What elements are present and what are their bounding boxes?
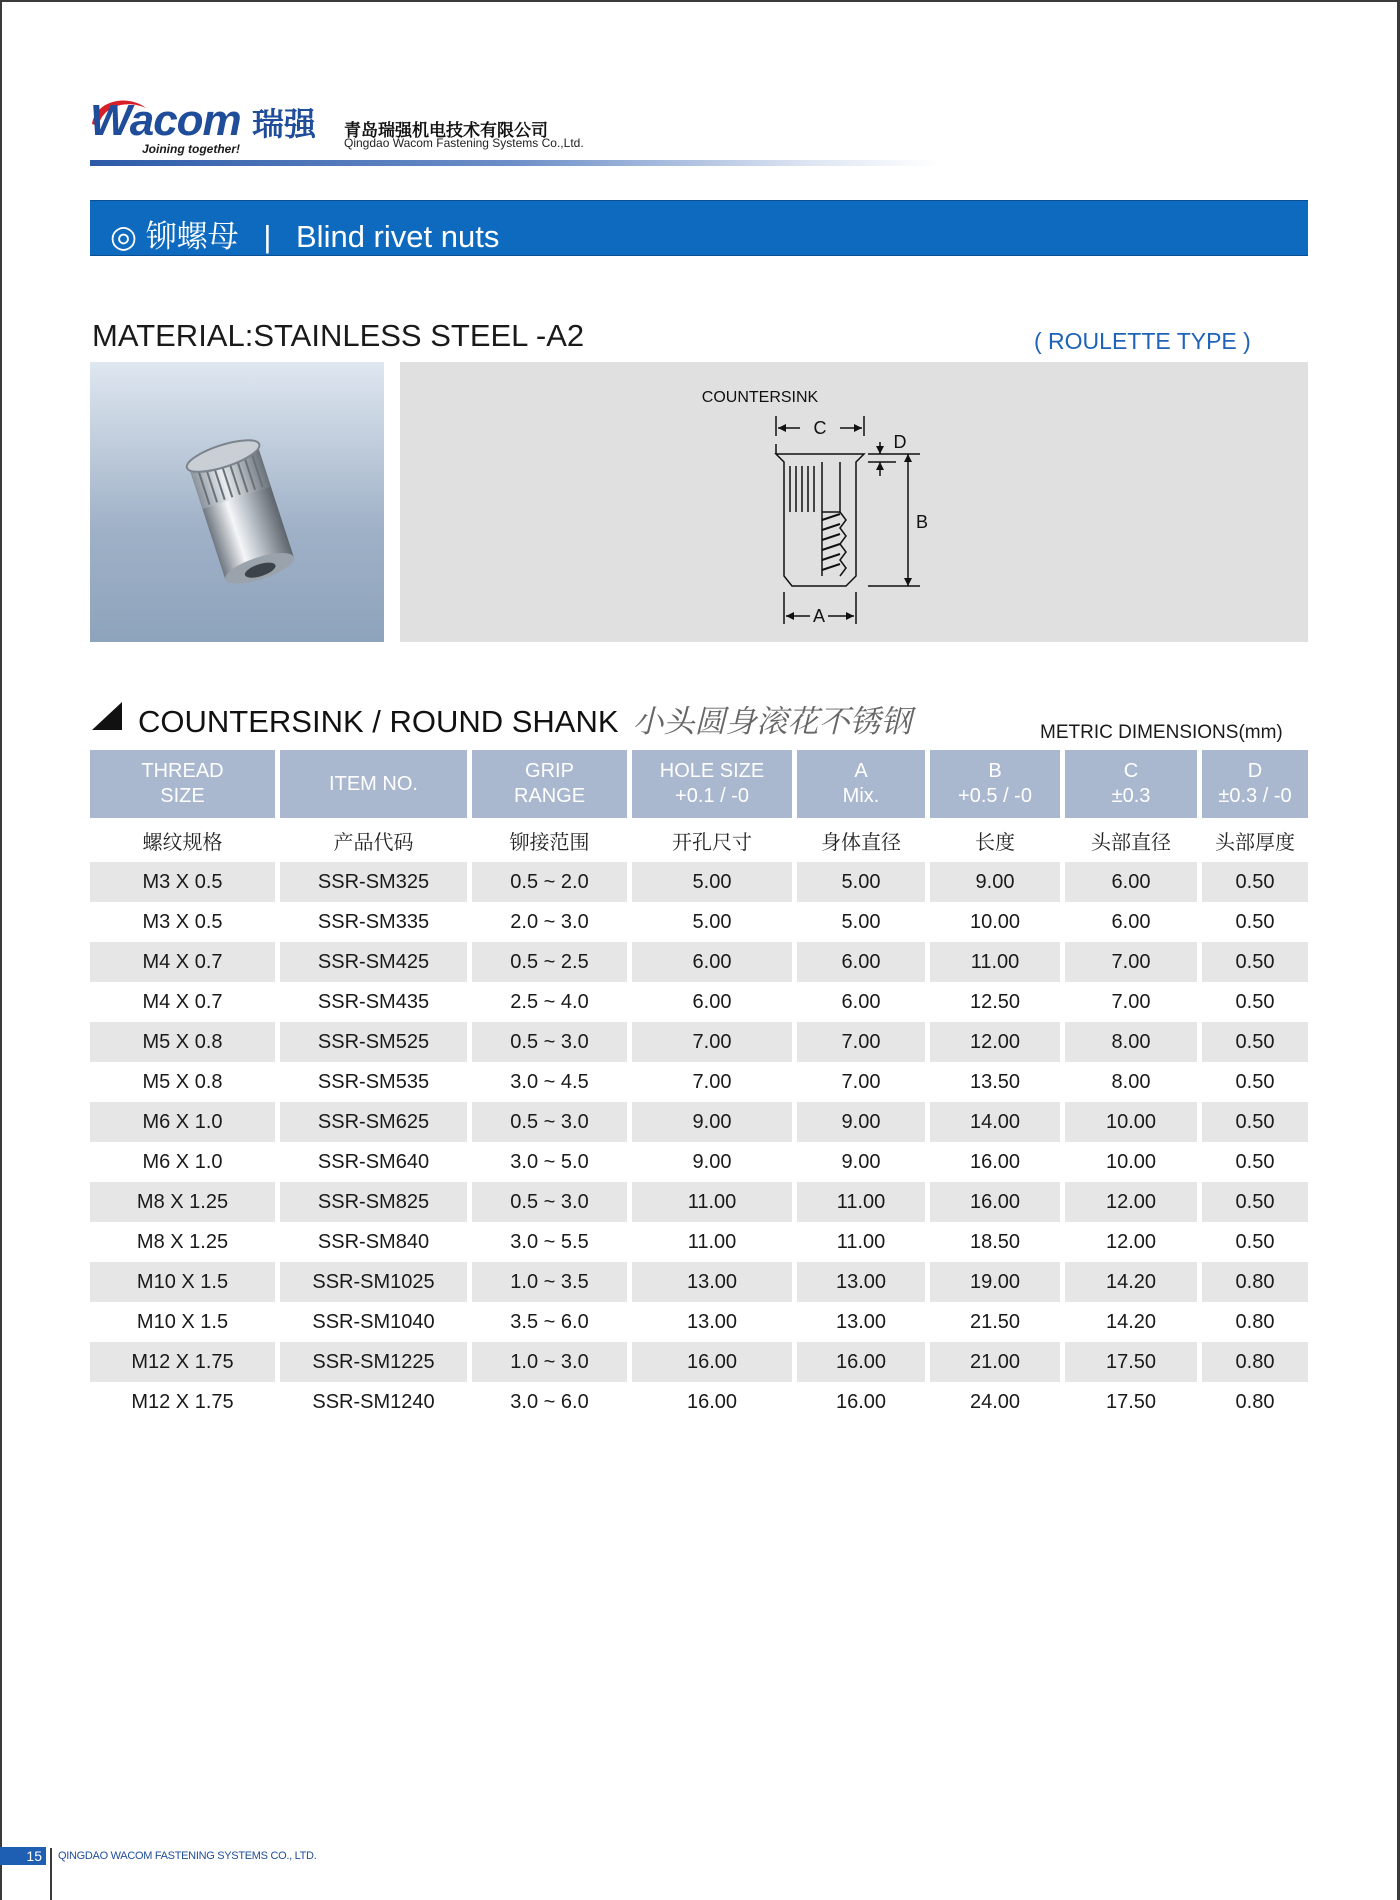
header-cn-cell: 头部直径 (1065, 818, 1202, 862)
footer-rule (50, 1848, 52, 1900)
table-cell: 6.00 (1065, 862, 1202, 902)
table-cell: 0.50 (1235, 1070, 1275, 1093)
table-cell: M3 X 0.5 (90, 902, 280, 942)
table-cell: M4 X 0.7 (90, 982, 280, 1022)
header-cn-cell: 螺纹规格 (90, 818, 280, 862)
header-cn-cell: 铆接范围 (472, 818, 632, 862)
table-cell: 3.5 ~ 6.0 (472, 1302, 632, 1342)
table-cell: 1.0 ~ 3.0 (472, 1342, 632, 1382)
table-cell: M6 X 1.0 (90, 1102, 280, 1142)
table-cell: 0.50 (1235, 1150, 1275, 1173)
table-cell: SSR-SM1240 (280, 1382, 472, 1422)
table-cell: SSR-SM325 (280, 862, 472, 902)
header-thread-size: THREAD SIZE (90, 750, 280, 818)
table-cell: 0.5 ~ 3.0 (472, 1102, 632, 1142)
table-cell: 6.00 (1065, 902, 1202, 942)
table-cell: 2.0 ~ 3.0 (472, 902, 632, 942)
table-cell: 24.00 (930, 1382, 1065, 1422)
page-number: 15 (0, 1847, 46, 1865)
logo-tagline: Joining together! (142, 142, 240, 156)
dim-label-a: A (812, 606, 826, 626)
table-cell: 11.00 (797, 1222, 930, 1262)
table-cell: 16.00 (930, 1142, 1065, 1182)
table-cell: 0.80 (1202, 1262, 1308, 1302)
table-cell: 12.00 (1065, 1182, 1202, 1222)
table-cell: 11.00 (632, 1222, 797, 1262)
category-banner (90, 200, 1308, 256)
table-cell: 12.00 (930, 1022, 1065, 1062)
units-label: METRIC DIMENSIONS(mm) (1040, 722, 1283, 743)
table-cell: 0.5 ~ 3.0 (472, 1182, 632, 1222)
table-cell: 3.0 ~ 5.0 (472, 1142, 632, 1182)
table-row (90, 1382, 1308, 1422)
specification-table (90, 750, 1308, 1422)
table-cell: 0.80 (1202, 1342, 1308, 1382)
banner-title-cn: 铆螺母 (145, 219, 239, 254)
header-cn-cell: 身体直径 (797, 818, 930, 862)
logo-brand: Wacom (90, 96, 241, 145)
product-photo (90, 362, 384, 642)
section-title (138, 696, 912, 741)
table-cell: 21.50 (930, 1302, 1065, 1342)
table-cell: 0.50 (1202, 1182, 1308, 1222)
rivet-nut-image (90, 362, 384, 642)
table-cell: M5 X 0.8 (90, 1022, 280, 1062)
table-cell: 5.00 (632, 902, 797, 942)
dim-label-d: D (893, 432, 907, 452)
table-cell: 13.50 (930, 1062, 1065, 1102)
table-cell: 0.5 ~ 2.5 (472, 942, 632, 982)
table-cell: 14.20 (1065, 1262, 1202, 1302)
table-cell: 13.00 (632, 1302, 797, 1342)
table-cell: SSR-SM825 (280, 1182, 472, 1222)
wacom-logo (90, 96, 330, 160)
table-cell: SSR-SM625 (280, 1102, 472, 1142)
table-cell: SSR-SM840 (280, 1222, 472, 1262)
table-cell: 14.20 (1065, 1302, 1202, 1342)
table-cell: 7.00 (1065, 982, 1202, 1022)
company-name-cn: 青岛瑞强机电技术有限公司 (344, 121, 548, 140)
table-row (90, 1182, 1308, 1222)
table-row (90, 862, 1308, 902)
table-cell: 14.00 (930, 1102, 1065, 1142)
company-name-en: Qingdao Wacom Fastening Systems Co.,Ltd. (344, 136, 584, 150)
table-cell: 16.00 (797, 1342, 930, 1382)
table-row (90, 942, 1308, 982)
table-cell: M12 X 1.75 (90, 1382, 280, 1422)
table-cell: 0.80 (1235, 1310, 1275, 1333)
table-row (90, 1342, 1308, 1382)
table-row (90, 1142, 1308, 1182)
section-title-en: COUNTERSINK / ROUND SHANK (138, 704, 619, 739)
table-cell: 12.00 (1065, 1222, 1202, 1262)
page-border-left (0, 0, 2, 1900)
table-row (90, 982, 1308, 1022)
table-cell: SSR-SM640 (280, 1142, 472, 1182)
table-cell: 0.50 (1235, 910, 1275, 933)
header-hole-size: HOLE SIZE +0.1 / -0 (632, 750, 797, 818)
table-cell: 17.50 (1065, 1342, 1202, 1382)
table-cell: 13.00 (797, 1302, 930, 1342)
banner-separator: | (263, 219, 272, 254)
table-row (90, 1022, 1308, 1062)
table-cell: M4 X 0.7 (90, 942, 280, 982)
table-cell: 9.00 (797, 1142, 930, 1182)
table-cell: SSR-SM525 (280, 1022, 472, 1062)
table-cell: 11.00 (930, 942, 1065, 982)
table-cell: 11.00 (632, 1182, 797, 1222)
table-cell: 12.50 (930, 982, 1065, 1022)
table-cell: 9.00 (632, 1102, 797, 1142)
table-cell: 6.00 (797, 982, 930, 1022)
table-cell: 7.00 (1065, 942, 1202, 982)
table-header-row (90, 750, 1308, 818)
table-cell: SSR-SM425 (280, 942, 472, 982)
table-cell: 9.00 (797, 1102, 930, 1142)
type-label: ( ROULETTE TYPE ) (1034, 328, 1251, 354)
table-cell: 0.80 (1235, 1390, 1275, 1413)
table-cell: 10.00 (1065, 1102, 1202, 1142)
table-cell: 7.00 (632, 1022, 797, 1062)
table-cell: 16.00 (632, 1382, 797, 1422)
table-cell: 0.50 (1235, 990, 1275, 1013)
table-cell: 9.00 (930, 862, 1065, 902)
banner-title-en: Blind rivet nuts (296, 219, 500, 254)
table-cell: M8 X 1.25 (90, 1222, 280, 1262)
table-cell: 8.00 (1065, 1022, 1202, 1062)
table-row (90, 1302, 1308, 1342)
banner-symbol-icon: ◎ (110, 219, 138, 254)
table-header-cn-row (90, 818, 1308, 862)
table-cell: 7.00 (797, 1062, 930, 1102)
table-cell: 6.00 (632, 982, 797, 1022)
table-cell: 19.00 (930, 1262, 1065, 1302)
table-cell: 5.00 (797, 902, 930, 942)
table-cell: SSR-SM435 (280, 982, 472, 1022)
table-cell: 21.00 (930, 1342, 1065, 1382)
table-cell: 0.50 (1202, 862, 1308, 902)
header-cn-cell: 头部厚度 (1215, 829, 1295, 854)
table-row (90, 1102, 1308, 1142)
table-cell: 0.50 (1202, 942, 1308, 982)
table-cell: 0.5 ~ 3.0 (472, 1022, 632, 1062)
table-cell: 2.5 ~ 4.0 (472, 982, 632, 1022)
table-cell: M12 X 1.75 (90, 1342, 280, 1382)
table-cell: 6.00 (632, 942, 797, 982)
table-cell: SSR-SM1225 (280, 1342, 472, 1382)
table-cell: 17.50 (1065, 1382, 1202, 1422)
section-triangle-icon (92, 702, 124, 732)
table-cell: 5.00 (797, 862, 930, 902)
table-cell: M10 X 1.5 (90, 1262, 280, 1302)
table-cell: 3.0 ~ 4.5 (472, 1062, 632, 1102)
table-cell: 16.00 (632, 1342, 797, 1382)
table-cell: 11.00 (797, 1182, 930, 1222)
table-cell: M5 X 0.8 (90, 1062, 280, 1102)
dim-label-b: B (916, 512, 929, 532)
dim-label-c: C (813, 418, 827, 438)
table-row (90, 1062, 1308, 1102)
table-cell: 5.00 (632, 862, 797, 902)
table-cell: M8 X 1.25 (90, 1182, 280, 1222)
footer-company: QINGDAO WACOM FASTENING SYSTEMS CO., LTD. (58, 1850, 317, 1862)
header-cn-cell: 长度 (930, 818, 1065, 862)
table-cell: 7.00 (797, 1022, 930, 1062)
header-cn-cell: 产品代码 (280, 818, 472, 862)
page-border-top (0, 0, 1400, 2)
table-cell: SSR-SM535 (280, 1062, 472, 1102)
table-cell: 10.00 (930, 902, 1065, 942)
table-cell: M6 X 1.0 (90, 1142, 280, 1182)
header-d: D ±0.3 / -0 (1202, 750, 1308, 818)
table-row (90, 1262, 1308, 1302)
table-cell: 0.50 (1235, 1230, 1275, 1253)
table-cell: 13.00 (797, 1262, 930, 1302)
header-item-no: ITEM NO. (280, 750, 472, 818)
header-a: A Mix. (797, 750, 930, 818)
table-cell: SSR-SM335 (280, 902, 472, 942)
technical-drawing (400, 362, 1308, 642)
drawing-title: COUNTERSINK (701, 389, 819, 406)
header-rule (90, 160, 940, 166)
table-cell: 0.50 (1202, 1022, 1308, 1062)
table-cell: 8.00 (1065, 1062, 1202, 1102)
table-cell: 13.00 (632, 1262, 797, 1302)
section-title-cn: 小头圆身滚花不锈钢 (632, 704, 912, 740)
header-cn-cell: 开孔尺寸 (632, 818, 797, 862)
table-cell: M10 X 1.5 (90, 1302, 280, 1342)
table-cell: 6.00 (797, 942, 930, 982)
table-cell: 10.00 (1065, 1142, 1202, 1182)
table-cell: 7.00 (632, 1062, 797, 1102)
table-cell: 1.0 ~ 3.5 (472, 1262, 632, 1302)
header-grip-range: GRIP RANGE (472, 750, 632, 818)
countersink-diagram (400, 362, 1308, 642)
table-cell: 3.0 ~ 5.5 (472, 1222, 632, 1262)
table-cell: SSR-SM1025 (280, 1262, 472, 1302)
table-cell: 16.00 (797, 1382, 930, 1422)
table-row (90, 1222, 1308, 1262)
table-cell: SSR-SM1040 (280, 1302, 472, 1342)
header-b: B +0.5 / -0 (930, 750, 1065, 818)
table-cell: 3.0 ~ 6.0 (472, 1382, 632, 1422)
header-c: C ±0.3 (1065, 750, 1202, 818)
logo-brand-cn: 瑞强 (252, 106, 317, 142)
table-cell: 0.5 ~ 2.0 (472, 862, 632, 902)
table-cell: 18.50 (930, 1222, 1065, 1262)
material-heading: MATERIAL:STAINLESS STEEL -A2 (92, 318, 585, 353)
table-cell: M3 X 0.5 (90, 862, 280, 902)
table-cell: 9.00 (632, 1142, 797, 1182)
table-cell: 16.00 (930, 1182, 1065, 1222)
table-cell: 0.50 (1202, 1102, 1308, 1142)
table-row (90, 902, 1308, 942)
